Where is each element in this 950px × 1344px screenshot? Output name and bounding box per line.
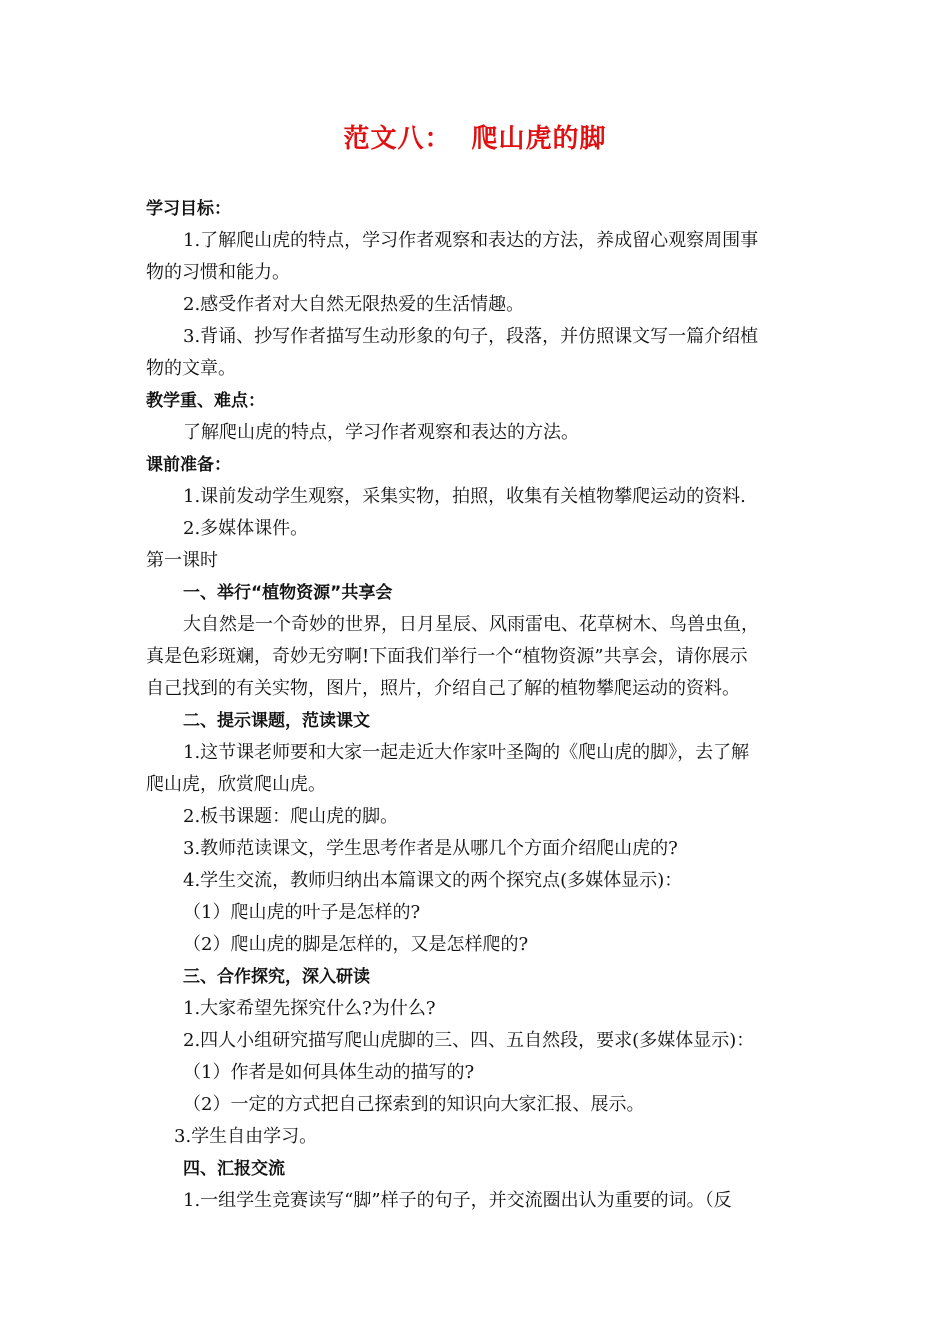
text-line: 物的文章。: [146, 358, 236, 379]
text-line: 1.课前发动学生观察，采集实物，拍照，收集有关植物攀爬运动的资料.: [183, 486, 746, 507]
text-line: 4.学生交流，教师归纳出本篇课文的两个探究点(多媒体显示)：: [183, 870, 683, 891]
text-line: 1.了解爬山虎的特点，学习作者观察和表达的方法，养成留心观察周围事: [183, 230, 759, 251]
text-line: 3.教师范读课文，学生思考作者是从哪几个方面介绍爬山虎的?: [183, 838, 678, 859]
text-line: 1.大家希望先探究什么?为什么?: [183, 998, 436, 1019]
text-line: 真是色彩斑斓，奇妙无穷啊!下面我们举行一个“植物资源”共享会，请你展示: [146, 646, 748, 667]
text-line: 自己找到的有关实物，图片，照片，介绍自己了解的植物攀爬运动的资料。: [146, 678, 740, 699]
text-line: 物的习惯和能力。: [146, 262, 290, 283]
text-line: 2.感受作者对大自然无限热爱的生活情趣。: [183, 294, 525, 315]
text-line: 2.板书课题：爬山虎的脚。: [183, 806, 399, 827]
text-line: 爬山虎，欣赏爬山虎。: [146, 774, 326, 795]
text-line: 3.学生自由学习。: [174, 1126, 318, 1147]
section-heading-4: 四、汇报交流: [183, 1159, 285, 1179]
section-heading-1: 一、举行“植物资源”共享会: [183, 583, 393, 603]
text-line: 3.背诵、抄写作者描写生动形象的句子，段落，并仿照课文写一篇介绍植: [183, 326, 759, 347]
text-line: （2）爬山虎的脚是怎样的，又是怎样爬的?: [183, 934, 529, 955]
heading-learning-goals: 学习目标：: [146, 199, 231, 219]
text-line: 1.这节课老师要和大家一起走近大作家叶圣陶的《爬山虎的脚》，去了解: [183, 742, 750, 763]
heading-preparation: 课前准备：: [146, 455, 231, 475]
text-line: 2.四人小组研究描写爬山虎脚的三、四、五自然段，要求(多媒体显示)：: [183, 1030, 755, 1051]
lesson-label: 第一课时: [146, 550, 218, 571]
section-heading-2: 二、提示课题，范读课文: [183, 711, 370, 731]
page-title: 范文八： 爬山虎的脚: [343, 124, 607, 154]
text-line: （2）一定的方式把自己探索到的知识向大家汇报、展示。: [183, 1094, 645, 1115]
text-line: 1.一组学生竞赛读写“脚”样子的句子，并交流圈出认为重要的词。（反: [183, 1190, 732, 1211]
text-line: （1）作者是如何具体生动的描写的?: [183, 1062, 475, 1083]
text-line: 大自然是一个奇妙的世界，日月星辰、风雨雷电、花草树木、鸟兽虫鱼，: [183, 614, 759, 635]
text-line: 了解爬山虎的特点，学习作者观察和表达的方法。: [183, 422, 579, 443]
text-line: （1）爬山虎的叶子是怎样的?: [183, 902, 421, 923]
text-line: 2.多媒体课件。: [183, 518, 309, 539]
heading-key-points: 教学重、难点：: [146, 391, 265, 411]
section-heading-3: 三、合作探究，深入研读: [183, 967, 370, 987]
